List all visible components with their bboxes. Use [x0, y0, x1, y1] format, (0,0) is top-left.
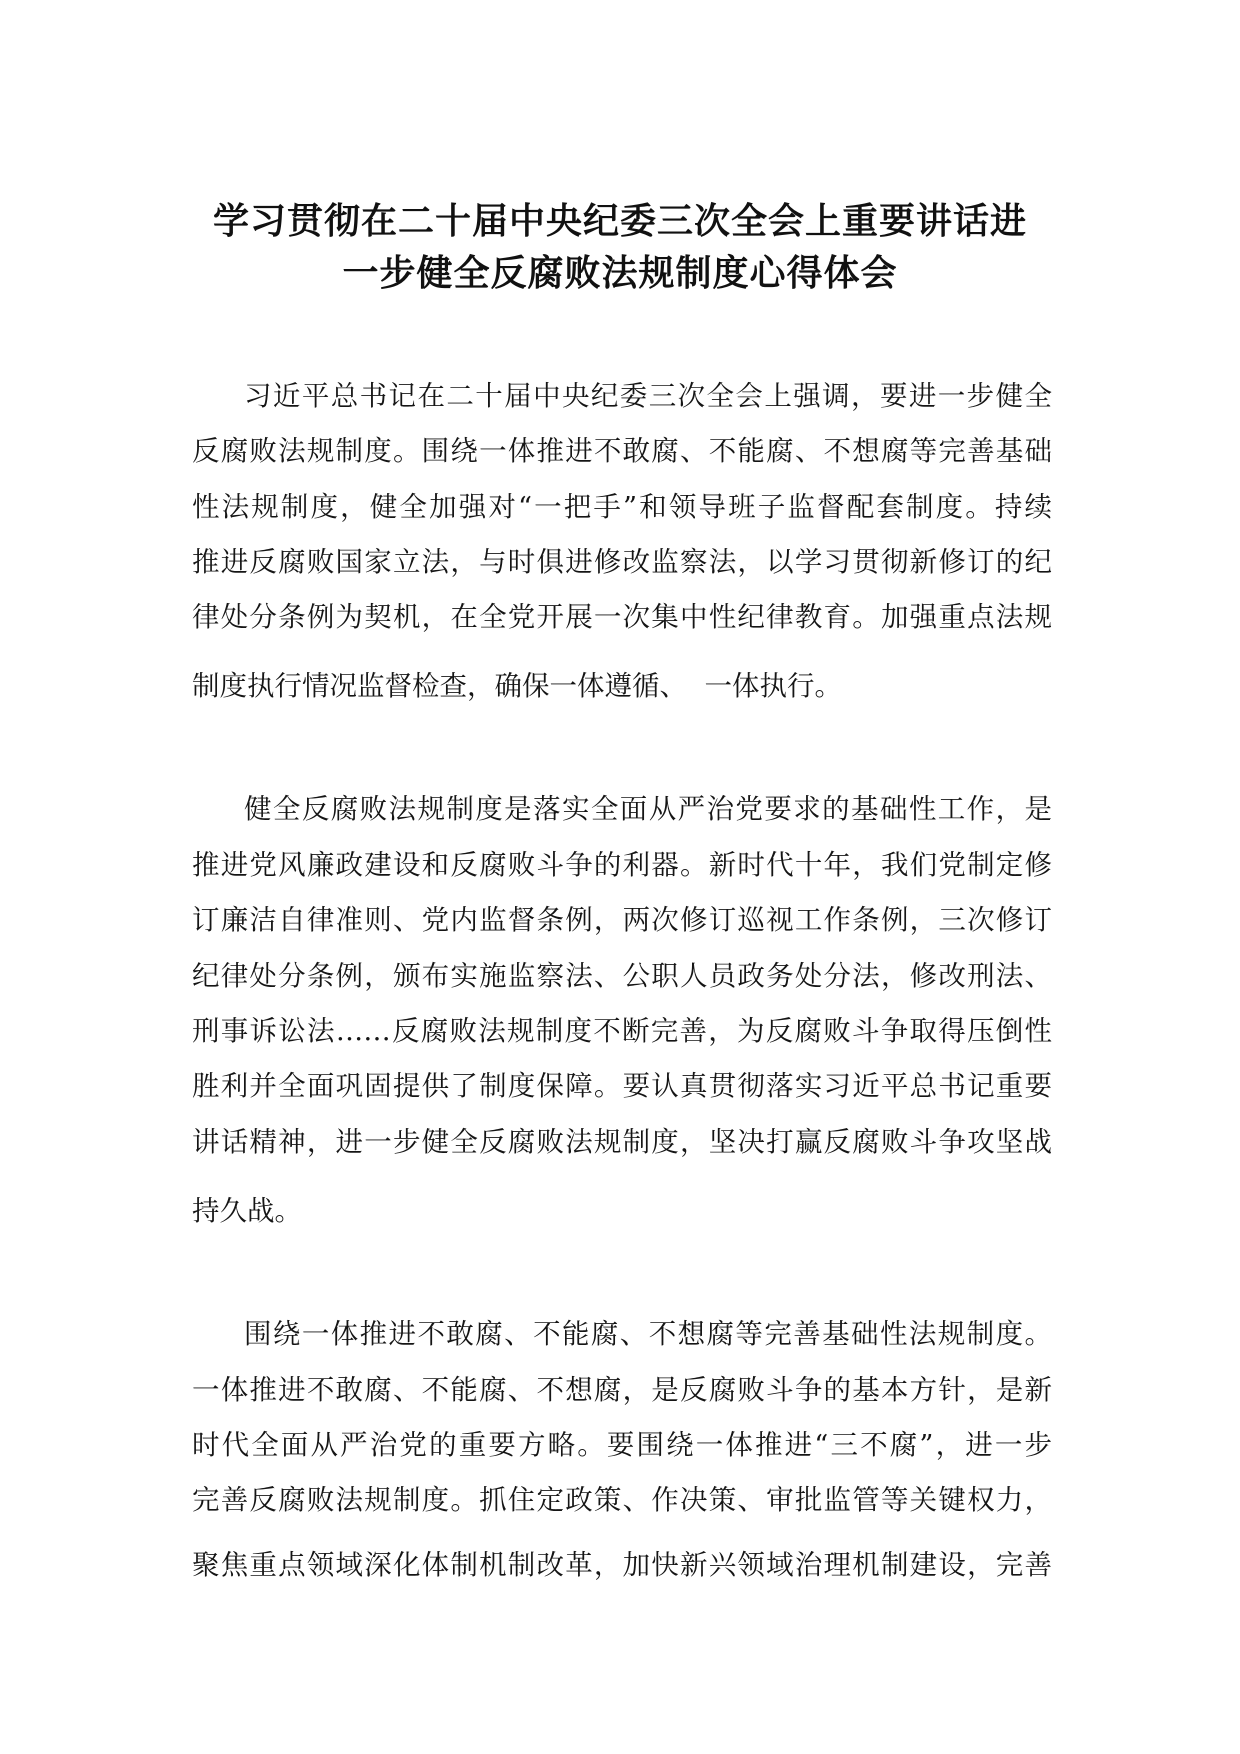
document-title-line-2: 一步健全反腐败法规制度心得体会: [342, 253, 898, 294]
paragraph-line: 推进党风廉政建设和反腐败斗争的利器。新时代十年，我们党制定修: [192, 849, 1052, 881]
document-title-line-1: 学习贯彻在二十届中央纪委三次全会上重要讲话进: [212, 201, 1027, 242]
paragraph-line: 聚焦重点领域深化体制机制改革，加快新兴领域治理机制建设，完善: [192, 1549, 1052, 1581]
paragraph-line: 时代全面从严治党的重要方略。要围绕一体推进“三不腐”，进一步: [192, 1429, 1052, 1461]
paragraph-line: 订廉洁自律准则、党内监督条例，两次修订巡视工作条例，三次修订: [192, 904, 1052, 936]
paragraph-line: 律处分条例为契机，在全党开展一次集中性纪律教育。加强重点法规: [192, 601, 1052, 633]
paragraph-line: 一体推进不敢腐、不能腐、不想腐，是反腐败斗争的基本方针，是新: [192, 1374, 1052, 1406]
paragraph-line: 刑事诉讼法……反腐败法规制度不断完善，为反腐败斗争取得压倒性: [192, 1015, 1052, 1047]
paragraph-line: 讲话精神，进一步健全反腐败法规制度，坚决打赢反腐败斗争攻坚战: [192, 1126, 1052, 1158]
paragraph-line: 推进反腐败国家立法，与时俱进修改监察法，以学习贯彻新修订的纪: [192, 546, 1052, 578]
paragraph-line: 围绕一体推进不敢腐、不能腐、不想腐等完善基础性法规制度。: [244, 1318, 1052, 1350]
paragraph-line: 习近平总书记在二十届中央纪委三次全会上强调，要进一步健全: [244, 380, 1052, 412]
paragraph-line: 胜利并全面巩固提供了制度保障。要认真贯彻落实习近平总书记重要: [192, 1070, 1052, 1102]
paragraph-line: 持久战。: [192, 1195, 302, 1227]
paragraph-line: 制度执行情况监督检查，确保一体遵循、 一体执行。: [192, 670, 842, 702]
paragraph-line: 完善反腐败法规制度。抓住定政策、作决策、审批监管等关键权力，: [192, 1484, 1052, 1516]
paragraph-line: 纪律处分条例，颁布实施监察法、公职人员政务处分法，修改刑法、: [192, 960, 1052, 992]
paragraph-line: 性法规制度，健全加强对“一把手”和领导班子监督配套制度。持续: [192, 491, 1052, 523]
paragraph-line: 反腐败法规制度。围绕一体推进不敢腐、不能腐、不想腐等完善基础: [192, 435, 1052, 467]
paragraph-line: 健全反腐败法规制度是落实全面从严治党要求的基础性工作，是: [244, 793, 1052, 825]
